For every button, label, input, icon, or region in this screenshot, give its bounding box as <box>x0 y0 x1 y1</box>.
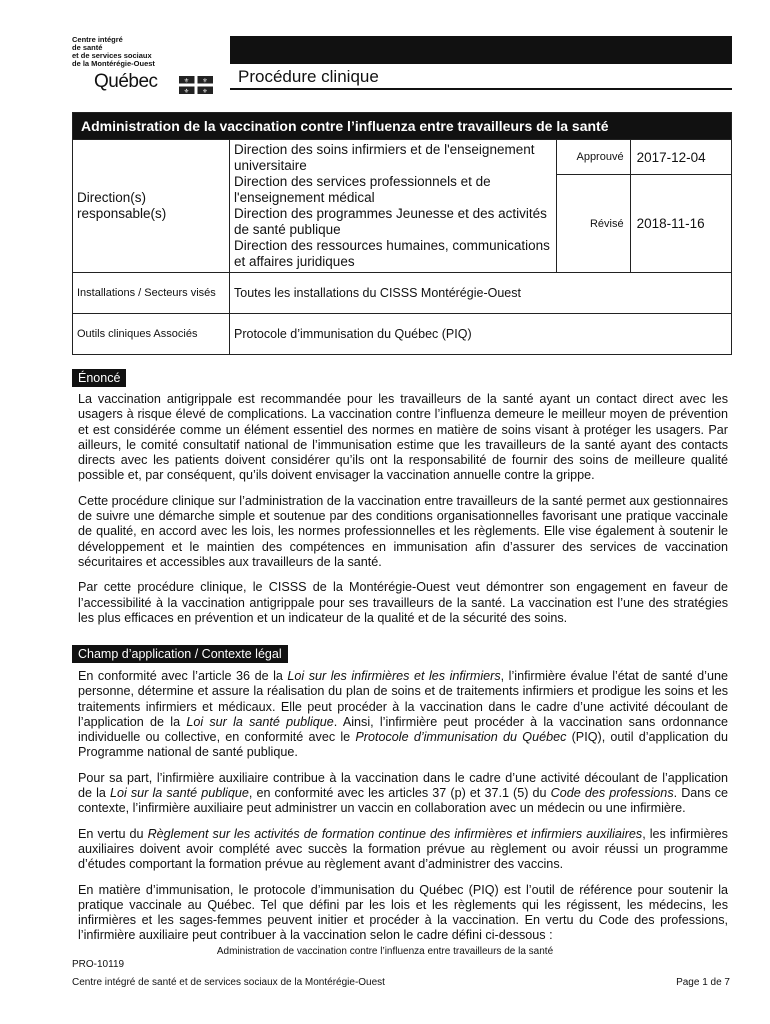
paragraph: Cette procédure clinique sur l’administration de la vaccination entre travailleurs de la santé permet aux gestionnaires de suivre une démarche simple et soutenue par des conditions organisationnelles favorisant une pratique vaccinale de qualité, en accord avec les lois, les normes professionnelles et les règlements. Elle vise également à soutenir le développement et le maintien des compétences en immunisation afin d’assurer des services de vaccination sécuritaires et accessibles aux travailleurs de la santé. <box>78 493 728 569</box>
paragraph: En conformité avec l’article 36 de la Loi sur les infirmières et les infirmiers, l’infirmière évalue l’état de santé d’une personne, détermine et assure la réalisation du plan de soins et de traitements infirmiers et prodigue les soins et les traitements infirmiers et médicaux. Elle peut procéder à la vaccination dans le cadre d’une activité découlant de l’application de la Loi sur la santé publique. Ainsi, l’infirmière peut procéder à la vaccination sans ordonnance individuelle ou collective, en conformité avec le Protocole d’immunisation du Québec (PIQ), outil d’application du Programme national de santé publique. <box>78 669 729 760</box>
svg-text:⚜: ⚜ <box>183 78 190 85</box>
paragraph: Par cette procédure clinique, le CISSS de la Montérégie-Ouest veut démontrer son engagement en faveur de l’accessibilité à la vaccination antigrippale pour ses travailleurs de la santé. La vaccination est l’une des stratégies les plus efficaces en prévention et un indicateur de la qualité et de la sécurité des soins. <box>78 580 728 625</box>
logo-line: de la Montérégie-Ouest <box>72 59 155 68</box>
direction-item: Direction des soins infirmiers et de l'enseignement universitaire <box>234 142 535 173</box>
svg-text:⚜: ⚜ <box>202 78 208 85</box>
procedure-info-table <box>72 112 732 355</box>
footer-page-number: Page 1 de 7 <box>676 977 730 988</box>
paragraph: Pour sa part, l’infirmière auxiliaire contribue à la vaccination dans le cadre d’une activité découlant de l’application de la Loi sur la santé publique, en conformité avec les articles 37 (p) et 37.1 (5) du Code des professions. Dans ce contexte, l’infirmière auxiliaire peut administrer un vaccin en collaboration avec un médecin ou une infirmière. <box>78 770 728 816</box>
law-reference: Loi sur la santé publique <box>186 714 334 729</box>
paragraph: En vertu du Règlement sur les activités de formation continue des infirmières et infirmiers auxiliaires, les infirmières auxiliaires doivent avoir complété avec succès la formation prévue au règlement ou avoir réussi un programme d’études comportant la formation prévue au règlement avant d’administrer des vaccins. <box>78 826 728 872</box>
svg-text:⚜: ⚜ <box>202 89 208 94</box>
approved-label: Approuvé <box>557 140 631 175</box>
direction-item: Direction des ressources humaines, communications et affaires juridiques <box>234 238 550 269</box>
direction-label: Direction(s) responsable(s) <box>73 140 230 273</box>
doc-type-title: Procédure clinique <box>230 64 732 90</box>
footer-doc-code: PRO-10119 <box>72 959 125 970</box>
tools-label: Outils cliniques Associés <box>73 314 230 355</box>
law-reference: Protocole d’immunisation du Québec <box>355 730 567 745</box>
banner-bar <box>230 36 732 64</box>
law-reference: Règlement sur les activités de formation continue des infirmières et infirmiers auxiliaires <box>147 826 643 841</box>
doc-type-banner <box>230 36 732 89</box>
logo-line: et de services sociaux <box>72 51 152 60</box>
installations-label: Installations / Secteurs visés <box>73 273 230 314</box>
enonce-body <box>78 392 728 636</box>
footer-organization: Centre intégré de santé et de services sociaux de la Montérégie-Ouest <box>72 977 385 988</box>
footer-doc-title: Administration de vaccination contre l’influenza entre travailleurs de la santé <box>216 946 554 957</box>
logo-line: de santé <box>72 43 103 52</box>
paragraph: La vaccination antigrippale est recommandée pour les travailleurs de la santé ayant un contact direct avec les usagers à risque élevé de complications. La vaccination contre l’influenza demeure le meilleur moyen de prévention et est considérée comme un élément essentiel des normes en matière de soins visant à protéger les usagers. Par ailleurs, le comité consultatif national de l’immunisation estime que les travailleurs de la santé ayant des contacts directs avec les patients doivent considérer qu’ils ont la responsabilité de fournir des soins de meilleure qualité possible et, par conséquent, qu’ils doivent envisager la vaccination annuelle contre la grippe. <box>78 392 728 483</box>
directions-list <box>230 140 557 273</box>
quebec-flag-icon <box>179 76 213 94</box>
law-reference: Loi sur la santé publique <box>109 786 249 801</box>
direction-item: Direction des services professionnels et de l'enseignement médical <box>234 174 491 205</box>
revised-label: Révisé <box>557 175 631 273</box>
law-reference: Loi sur les infirmières et les infirmiers <box>287 669 501 683</box>
revised-date: 2018-11-16 <box>630 175 731 273</box>
tools-value: Protocole d’immunisation du Québec (PIQ) <box>230 314 732 355</box>
direction-item: Direction des programmes Jeunesse et des activités de santé publique <box>234 206 547 237</box>
procedure-title: Administration de la vaccination contre l’influenza entre travailleurs de la santé <box>73 113 732 140</box>
svg-text:⚜: ⚜ <box>183 89 190 94</box>
logo-quebec-wordmark: Québec <box>94 71 158 92</box>
law-reference: Code des professions <box>550 786 674 801</box>
approved-date: 2017-12-04 <box>630 140 731 175</box>
paragraph: En matière d’immunisation, le protocole d’immunisation du Québec (PIQ) est l’outil de référence pour soutenir la pratique vaccinale au Québec. Tel que défini par les lois et les règlements qui les régissent, les médecins, les infirmières et les sages-femmes peuvent initier et procéder à la vaccination. En vertu du Code des professions, l’infirmière auxiliaire peut contribuer à la vaccination selon le cadre défini ci-dessous : <box>78 882 728 943</box>
logo-line: Centre intégré <box>72 35 123 44</box>
champ-heading: Champ d’application / Contexte légal <box>72 645 288 663</box>
cisss-logo <box>72 36 232 96</box>
enonce-heading: Énoncé <box>72 369 126 387</box>
installations-value: Toutes les installations du CISSS Montérégie-Ouest <box>230 273 732 314</box>
champ-body <box>78 669 728 954</box>
